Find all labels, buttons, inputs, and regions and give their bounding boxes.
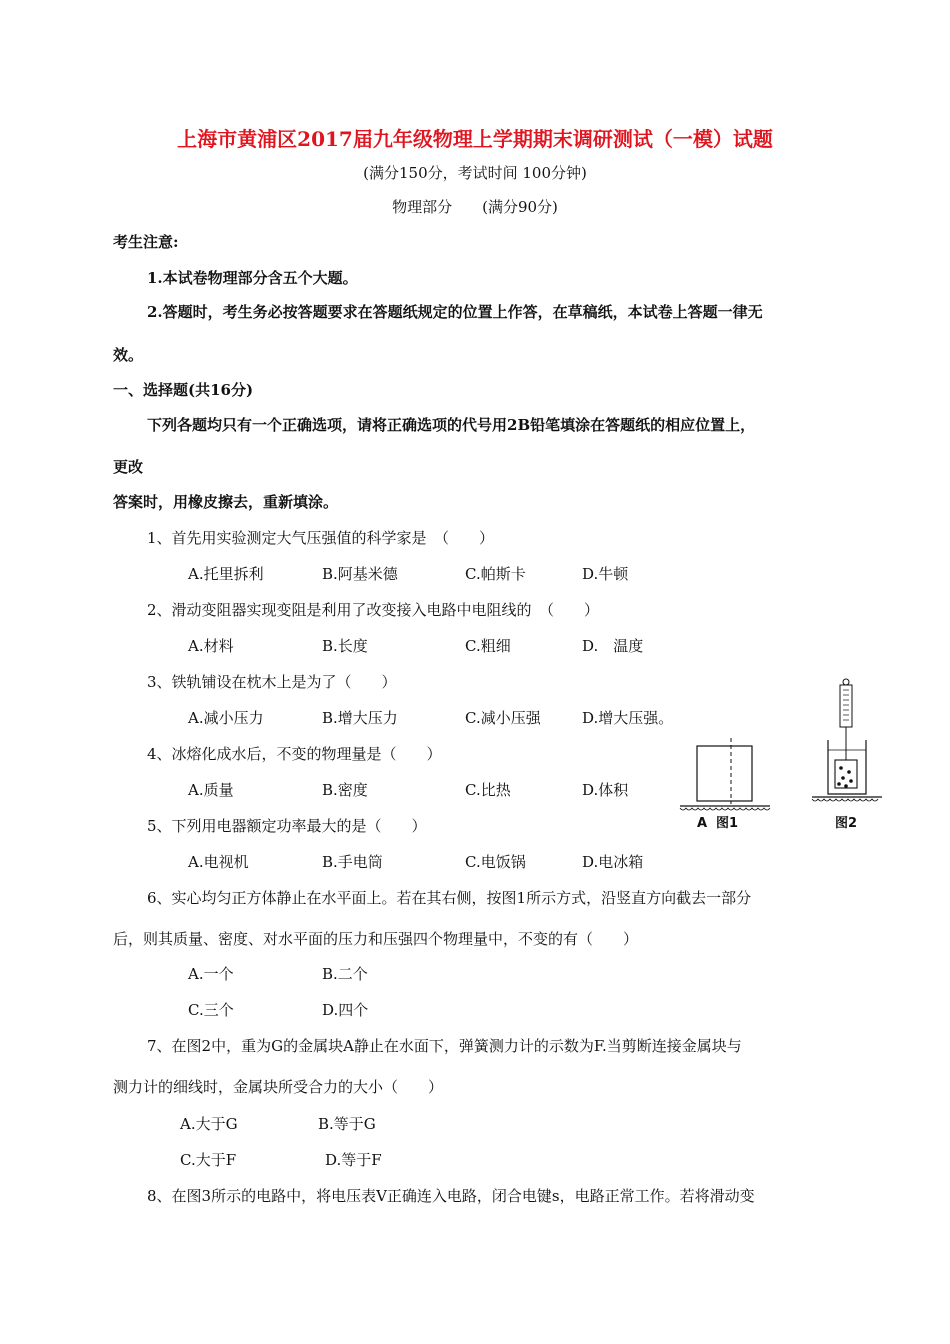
notice-item-2-line1: 2.答题时，考生务必按答题要求在答题纸规定的位置上作答，在草稿纸，本试卷上答题一律无: [147, 303, 763, 321]
question-6-option-b: B.二个: [322, 965, 368, 983]
question-6-stem-line2: 后，则其质量、密度、对水平面的压力和压强四个物理量中，不变的有（ ）: [113, 930, 639, 948]
question-6-stem-line1: 6、实心均匀正方体静止在水平面上。若在其右侧，按图1所示方式，沿竖直方向截去一部分: [147, 889, 752, 907]
notice-item-1: 1.本试卷物理部分含五个大题。: [147, 269, 358, 287]
question-7-option-c: C.大于F: [180, 1151, 237, 1169]
question-7-stem-line1: 7、在图2中，重为G的金属块A静止在水面下，弹簧测力计的示数为F.当剪断连接金属块与: [147, 1037, 742, 1055]
part1-intro-line3: 答案时，用橡皮擦去，重新填涂。: [113, 493, 339, 511]
question-7-stem-line2: 测力计的细线时，金属块所受合力的大小（ ）: [113, 1078, 444, 1096]
section-note: 物理部分 (满分90分): [392, 198, 558, 216]
question-6-option-d: D.四个: [322, 1001, 369, 1019]
question-1-option-d: D.牛顿: [582, 565, 629, 583]
question-3-option-a: A.减小压力: [188, 709, 264, 727]
figure-1-label: 图1: [716, 816, 739, 831]
question-1-option-b: B.阿基米德: [322, 565, 398, 583]
question-2-option-a: A.材料: [188, 637, 234, 655]
exam-subtitle: (满分150分，考试时间 100分钟): [363, 164, 587, 182]
question-3-option-b: B.增大压力: [322, 709, 398, 727]
question-1-option-c: C.帕斯卡: [465, 565, 526, 583]
question-3-option-d: D.增大压强。: [582, 709, 674, 727]
figure-2-label: 图2: [835, 816, 858, 831]
question-5-stem: 5、下列用电器额定功率最大的是（ ）: [147, 817, 427, 835]
part1-heading: 一、选择题(共16分): [113, 381, 254, 399]
figure-1-letter: A: [697, 816, 708, 831]
question-4-option-b: B.密度: [322, 781, 368, 799]
figure-1-ground-hatching: [680, 808, 770, 810]
figure-1-cube: [697, 746, 752, 801]
question-4-stem: 4、冰熔化成水后，不变的物理量是（ ）: [147, 745, 442, 763]
notice-heading: 考生注意:: [113, 233, 179, 251]
part1-intro-line1: 下列各题均只有一个正确选项，请将正确选项的代号用2B铅笔填涂在答题纸的相应位置上，: [147, 416, 756, 434]
question-4-option-a: A.质量: [188, 781, 234, 799]
spring-scale-hook: [843, 679, 849, 685]
question-1-option-a: A.托里拆利: [188, 565, 264, 583]
question-2-option-d: D. 温度: [582, 637, 644, 655]
spring-scale-body: [840, 685, 852, 727]
question-2-stem: 2、滑动变阻器实现变阻是利用了改变接入电路中电阻线的 （ ）: [147, 601, 600, 619]
question-7-option-b: B.等于G: [318, 1115, 376, 1133]
question-1-stem: 1、首先用实验测定大气压强值的科学家是 （ ）: [147, 529, 495, 547]
figure-1-diagram: [670, 736, 780, 816]
question-6-option-c: C.三个: [188, 1001, 234, 1019]
question-6-option-a: A.一个: [188, 965, 234, 983]
question-3-stem: 3、铁轨铺设在枕木上是为了（ ）: [147, 673, 397, 691]
question-7-option-d: D.等于F: [325, 1151, 382, 1169]
question-2-option-c: C.粗细: [465, 637, 511, 655]
question-2-option-b: B.长度: [322, 637, 368, 655]
figure-2-ground-hatching: [812, 799, 878, 801]
question-4-option-c: C.比热: [465, 781, 511, 799]
question-5-option-c: C.电饭锅: [465, 853, 526, 871]
question-4-option-d: D.体积: [582, 781, 629, 799]
question-5-option-d: D.电冰箱: [582, 853, 644, 871]
document-title: 上海市黄浦区2017届九年级物理上学期期末调研测试（一模）试题: [177, 127, 773, 151]
question-5-option-a: A.电视机: [188, 853, 249, 871]
part1-intro-line2: 更改: [113, 458, 144, 476]
notice-item-2-line2: 效。: [113, 346, 144, 364]
question-8-stem-line1: 8、在图3所示的电路中，将电压表V正确连入电路，闭合电键s，电路正常工作。若将滑动变: [147, 1187, 755, 1205]
question-7-option-a: A.大于G: [180, 1115, 238, 1133]
question-3-option-c: C.减小压强: [465, 709, 541, 727]
question-5-option-b: B.手电筒: [322, 853, 383, 871]
figure-2-diagram: [808, 676, 888, 816]
